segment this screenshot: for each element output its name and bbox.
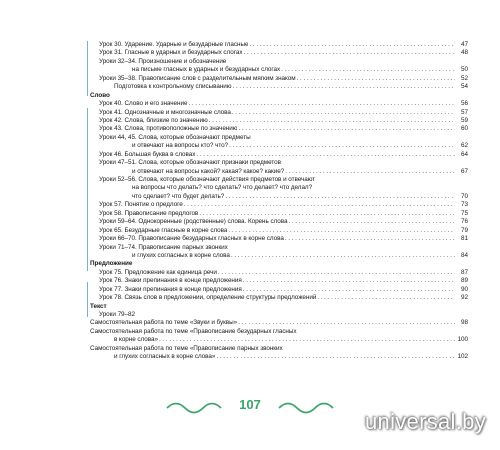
toc-dot-leader: [184, 201, 455, 209]
toc-page-number: 84: [461, 251, 468, 259]
toc-entry[interactable]: [90, 353, 468, 361]
toc-page-number: 89: [461, 277, 468, 285]
toc-dot-leader: [159, 336, 455, 344]
toc-entry-title: что сделает? что будет делать?: [132, 192, 225, 200]
toc-entry-title: Уроки 52–56. Слова, которые обозначают действия предметов и отвечают: [99, 176, 316, 183]
toc-dot-leader: [243, 277, 455, 285]
toc-entry-title: и отвечают на вопросы кто? что?: [132, 142, 229, 150]
toc-dot-leader: [232, 109, 455, 117]
toc-page-number: 50: [461, 66, 468, 74]
toc-dot-leader: [249, 41, 455, 49]
toc-entry[interactable]: [90, 328, 468, 336]
toc-entry[interactable]: [90, 235, 468, 243]
toc-dot-leader: [218, 269, 455, 277]
toc-entry-title: Уроки 44, 45. Слова, которые обозначают предметы: [99, 133, 251, 141]
toc-entry-title: Самостоятельная работа по теме «Правописание парных звонких: [90, 344, 283, 352]
toc-entry[interactable]: [90, 345, 468, 353]
toc-page-number: 52: [461, 74, 468, 82]
toc-entry[interactable]: [90, 210, 468, 218]
toc-entry[interactable]: [90, 159, 468, 167]
toc-entry[interactable]: [90, 49, 468, 57]
toc-page-number: 98: [461, 319, 468, 327]
toc-entry-title: в корне слова»: [114, 336, 158, 344]
toc-entry[interactable]: [90, 244, 468, 252]
page-number: 107: [239, 397, 261, 412]
toc-dot-leader: [238, 125, 455, 133]
toc-entry-title: Урок 43. Слова, противоположные по значению: [99, 125, 238, 133]
toc-entry-title: Уроки 59–64. Однокоренные (родственные) слова. Корень слова: [99, 218, 288, 226]
toc-entry-title: Уроки 35–38. Правописание слов с разделительным мягким знаком: [99, 74, 296, 82]
toc-page-number: 62: [461, 142, 468, 150]
toc-entry-title: Самостоятельная работа по теме «Звуки и буквы»: [90, 319, 238, 327]
section-bar-2: [87, 108, 88, 271]
toc-dot-leader: [199, 210, 455, 218]
toc-page-number: 100: [457, 336, 468, 344]
toc-entry-title: Урок 40. Слово и его значение: [99, 100, 188, 108]
toc-entry[interactable]: [90, 142, 468, 150]
toc-page-number: 79: [461, 226, 468, 234]
toc-entry-title: Урок 31. Гласные в ударных и безударных слогах: [99, 49, 243, 57]
toc-page-number: 73: [461, 201, 468, 209]
toc-entry[interactable]: [90, 269, 468, 277]
toc-page-number: 57: [461, 108, 468, 116]
toc-section-heading: Текст: [90, 302, 107, 310]
toc-entry[interactable]: [90, 66, 468, 74]
toc-page-number: 102: [457, 353, 468, 361]
toc-page-number: 87: [461, 268, 468, 276]
toc-entry[interactable]: [90, 227, 468, 235]
toc-entry[interactable]: [90, 311, 468, 319]
toc-dot-leader: [228, 227, 455, 235]
toc-dot-leader: [225, 193, 455, 201]
table-of-contents: [90, 41, 468, 362]
toc-page-number: 67: [461, 167, 468, 175]
toc-entry-title: Урок 42. Слова, близкие по значению: [99, 116, 208, 124]
toc-page-number: 60: [461, 125, 468, 133]
toc-page-number: 90: [461, 285, 468, 293]
toc-dot-leader: [285, 168, 455, 176]
toc-entry-title: Урок 30. Ударение. Ударные и безударные гласные: [99, 41, 249, 48]
toc-entry-title: Урок 76. Знаки препинания в конце предложения: [99, 277, 242, 285]
toc-entry-title: и глухих согласных в корне слова: [132, 251, 230, 259]
toc-dot-leader: [233, 83, 455, 91]
toc-entry[interactable]: [90, 218, 468, 226]
toc-entry[interactable]: [90, 168, 468, 176]
toc-entry-title: Уроки 71–74. Правописание парных звонких: [99, 243, 228, 251]
toc-page-number: 92: [461, 294, 468, 302]
toc-section-heading: Предложение: [90, 260, 133, 268]
toc-page-number: 48: [461, 49, 468, 57]
toc-entry[interactable]: [90, 151, 468, 159]
toc-dot-leader: [285, 235, 455, 243]
toc-dot-leader: [196, 151, 455, 159]
toc-entry-title: Урок 46. Большая буква в словах: [99, 150, 196, 158]
toc-entry[interactable]: [90, 41, 468, 49]
toc-entry-title: Уроки 79–82: [99, 311, 135, 318]
toc-entry-title: Урок 58. Правописание предлогов: [99, 209, 199, 217]
toc-entry[interactable]: [90, 58, 468, 66]
toc-entry[interactable]: [90, 83, 468, 91]
toc-page-number: 64: [461, 150, 468, 158]
toc-entry[interactable]: [90, 201, 468, 209]
toc-entry[interactable]: [90, 184, 468, 192]
toc-dot-leader: [209, 117, 455, 125]
toc-page-number: 47: [461, 41, 468, 48]
toc-entry[interactable]: [90, 134, 468, 142]
toc-page-number: 56: [461, 100, 468, 108]
toc-entry[interactable]: [90, 109, 468, 117]
toc-entry[interactable]: [90, 286, 468, 294]
toc-entry[interactable]: [90, 117, 468, 125]
toc-entry-title: и отвечают на вопросы какой? какая? какое? какие?: [132, 167, 285, 175]
toc-page-number: 81: [461, 235, 468, 243]
toc-entry-title: и глухих согласных в корне слова»: [114, 353, 216, 361]
toc-entry-title: Самостоятельная работа по теме «Правописание безударных гласных: [90, 327, 297, 335]
toc-entry-title: Урок 75. Предложение как единица речи: [99, 268, 217, 276]
section-bar-1: [87, 41, 88, 96]
toc-dot-leader: [281, 66, 455, 74]
toc-dot-leader: [229, 142, 455, 150]
toc-entry[interactable]: [90, 125, 468, 133]
toc-dot-leader: [297, 75, 455, 83]
toc-dot-leader: [289, 218, 456, 226]
toc-section-heading: Слово: [90, 91, 110, 99]
toc-entry-title: Уроки 47–51. Слова, которые обозначают признаки предметов: [99, 159, 281, 167]
toc-dot-leader: [243, 286, 455, 294]
toc-entry[interactable]: [90, 277, 468, 285]
toc-page-number: 59: [461, 116, 468, 124]
toc-entry-title: Урок 78. Связь слов в предложении, определение структуры предложений: [99, 294, 317, 302]
toc-entry[interactable]: [90, 294, 468, 302]
toc-dot-leader: [231, 252, 455, 260]
toc-dot-leader: [216, 353, 455, 361]
watermark: universal.by: [365, 409, 486, 434]
toc-dot-leader: [238, 319, 455, 327]
toc-page-number: 70: [461, 192, 468, 200]
toc-entry-title: Урок 57. Понятие о предлоге: [99, 201, 183, 209]
toc-entry-title: на вопросы что делать? что сделать? что делает? что делал?: [132, 184, 313, 192]
toc-entry-title: Урок 65. Безударные гласные в корне слова: [99, 226, 228, 234]
toc-entry[interactable]: [90, 176, 468, 184]
toc-entry[interactable]: [90, 75, 468, 83]
toc-entry-title: Урок 41. Однозначные и многозначные слова: [99, 108, 231, 116]
toc-entry-title: на письме гласных в ударных и безударных слогах: [132, 66, 281, 74]
toc-entry-title: Подготовка к контрольному списыванию: [114, 83, 232, 91]
toc-entry[interactable]: [90, 252, 468, 260]
toc-entry[interactable]: [90, 193, 468, 201]
toc-entry-title: Уроки 32–34. Произношение и обозначение: [99, 57, 227, 65]
toc-dot-leader: [243, 49, 455, 57]
toc-page-number: 75: [461, 209, 468, 217]
toc-entry[interactable]: [90, 100, 468, 108]
toc-dot-leader: [188, 100, 455, 108]
toc-page-number: 76: [461, 218, 468, 226]
toc-entry[interactable]: [90, 319, 468, 327]
toc-dot-leader: [317, 294, 455, 302]
toc-entry[interactable]: [90, 336, 468, 344]
toc-entry-title: Урок 77. Знаки препинания в конце предложения: [99, 285, 242, 293]
toc-page-number: 54: [461, 83, 468, 91]
toc-entry-title: Уроки 66–70. Правописание безударных гласных в корне слова: [99, 235, 284, 243]
section-bar-3: [87, 282, 88, 317]
